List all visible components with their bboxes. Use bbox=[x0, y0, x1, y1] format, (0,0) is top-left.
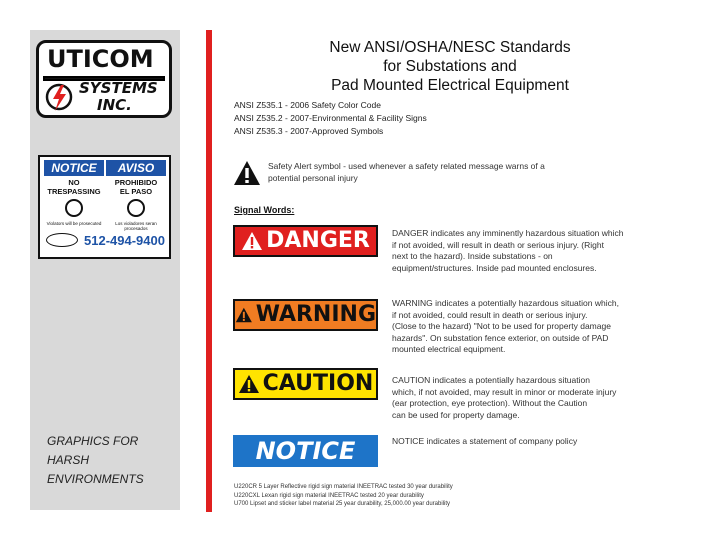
warning-alert-icon bbox=[235, 305, 253, 325]
material-footnotes: U220CR 5 Layer Reflective rigid sign material INEETRAC tested 30 year durability U220CXL Lexan rigid sign material INEETRAC tested 20 year durability U700 Lipset and sticker label material 25 year durability, 25,000.00 year durability bbox=[234, 484, 453, 507]
title-line-1: New ANSI/OSHA/NESC Standards bbox=[329, 39, 571, 56]
lightning-bolt-icon bbox=[45, 81, 73, 113]
danger-alert-icon bbox=[241, 231, 263, 251]
standard-item: ANSI Z535.3 - 2007-Approved Symbols bbox=[234, 126, 384, 136]
danger-label bbox=[233, 225, 378, 257]
sign-text-spanish: PROHIBIDO EL PASO bbox=[114, 178, 158, 196]
warning-label bbox=[233, 299, 378, 331]
danger-word: DANGER bbox=[266, 228, 370, 253]
sign-small-english: Violators will be prosecuted bbox=[46, 221, 102, 226]
standard-item: ANSI Z535.2 - 2007-Environmental & Facility Signs bbox=[234, 113, 427, 123]
caution-word: CAUTION bbox=[262, 371, 374, 396]
danger-description: DANGER indicates any imminently hazardous situation which if not avoided, will result in death or serious injury. (Right next to the hazard). Inside substations - on equipment/structures. Inside pad mounted enclosures. bbox=[392, 228, 624, 273]
title-line-3: Pad Mounted Electrical Equipment bbox=[331, 77, 569, 94]
red-divider bbox=[206, 30, 212, 512]
caution-description: CAUTION indicates a potentially hazardous situation which, if not avoided, may result in minor or moderate injury (ear protection, eye protection). Without the Caution can be used for property damage. bbox=[392, 375, 617, 420]
logo-line3: INC. bbox=[97, 96, 132, 114]
no-entry-icon bbox=[127, 199, 145, 217]
warning-word: WARNING bbox=[255, 302, 376, 327]
safety-alert-icon bbox=[233, 160, 261, 186]
standard-item: ANSI Z535.1 - 2006 Safety Color Code bbox=[234, 100, 381, 110]
brand-mark-icon bbox=[46, 233, 78, 247]
sign-header-notice: NOTICE bbox=[44, 160, 104, 176]
notice-label bbox=[233, 435, 378, 467]
sidebar-caption: GRAPHICS FOR HARSH ENVIRONMENTS bbox=[47, 434, 144, 486]
caution-label bbox=[233, 368, 378, 400]
sign-text-english: NO TRESPASSING bbox=[47, 178, 101, 196]
page-title bbox=[280, 38, 620, 95]
sign-small-spanish: Los violadores seran procesados bbox=[115, 221, 157, 231]
notice-word: NOTICE bbox=[255, 437, 356, 465]
sign-header-aviso: AVISO bbox=[106, 160, 166, 176]
notice-description: NOTICE indicates a statement of company policy bbox=[392, 436, 578, 446]
safety-alert-description: Safety Alert symbol - used whenever a safety related message warns of a potential personal injury bbox=[268, 161, 545, 183]
sample-bilingual-sign bbox=[38, 155, 171, 259]
no-trespassing-icon bbox=[65, 199, 83, 217]
company-logo bbox=[36, 40, 172, 118]
logo-line1: UTICOM bbox=[47, 45, 154, 73]
sign-phone: 512-494-9400 bbox=[84, 233, 165, 248]
title-line-2: for Substations and bbox=[383, 58, 517, 75]
signal-words-heading: Signal Words: bbox=[234, 205, 295, 215]
warning-description: WARNING indicates a potentially hazardous situation which, if not avoided, could result in death or serious injury. (Close to the hazard) "Not to be used for property damage hazards". On substation fence exterior, on outside of PAD mounted electrical equipment. bbox=[392, 298, 619, 354]
logo-line2: SYSTEMS bbox=[79, 79, 158, 97]
caution-alert-icon bbox=[238, 374, 260, 394]
